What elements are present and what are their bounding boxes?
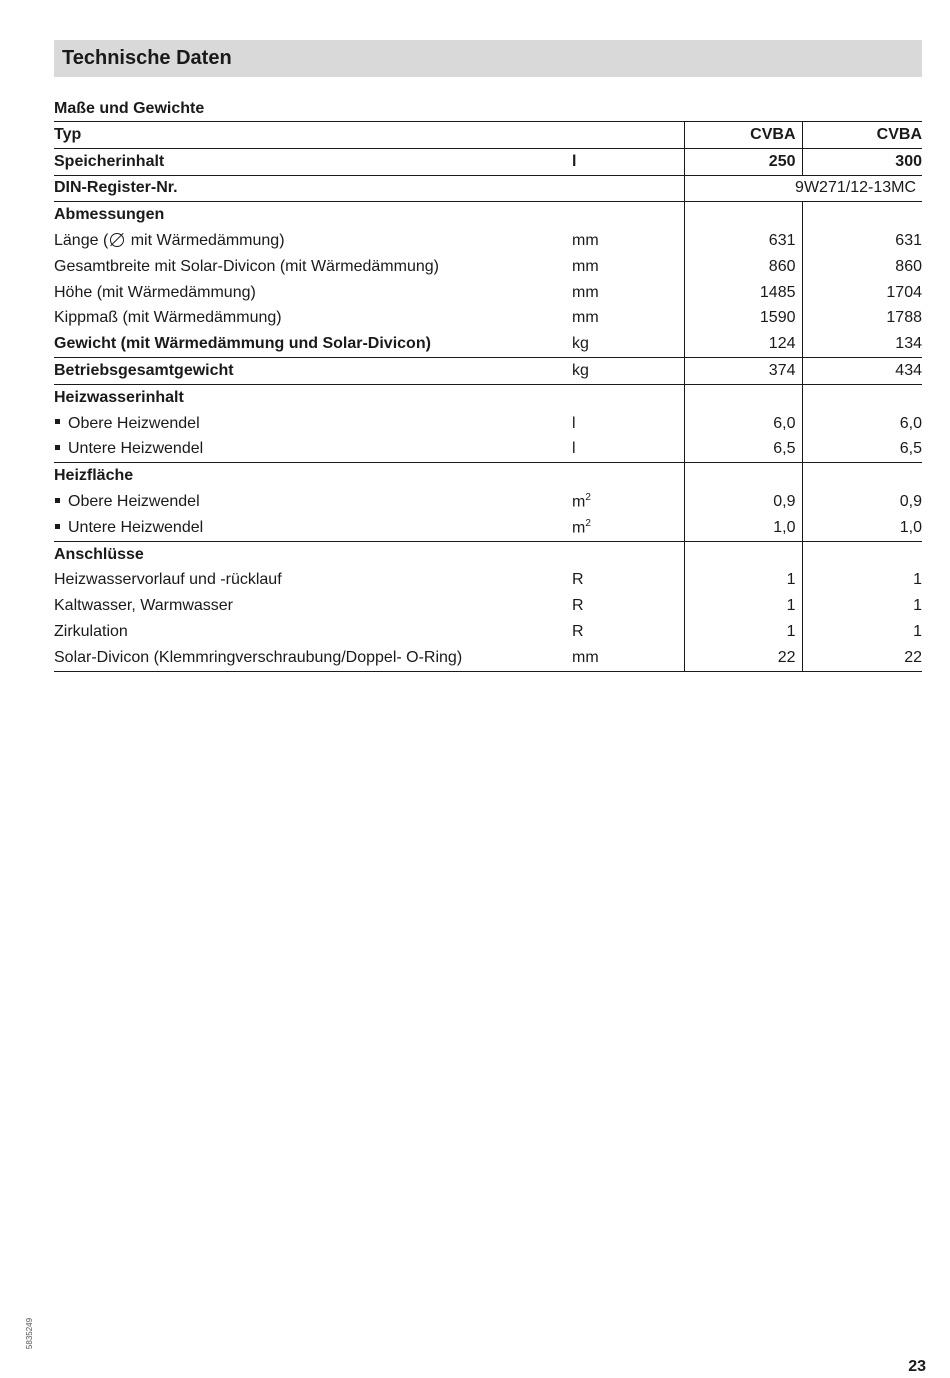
document-number: 5835249 — [25, 1317, 35, 1350]
row-value-1: 1485 — [684, 280, 802, 306]
section-title: Maße und Gewichte — [54, 100, 205, 117]
table-row-group — [54, 541, 922, 567]
table-row-kippmass — [54, 306, 922, 332]
row-value-2: 6,0 — [899, 414, 922, 432]
row-label: Gesamtbreite mit Solar-Divicon (mit Wärmedämmung) — [54, 257, 439, 275]
row-unit: mm — [572, 309, 599, 327]
page-title: Technische Daten — [62, 47, 232, 69]
row-value-2: 631 — [895, 232, 922, 250]
row-unit: kg — [572, 358, 684, 385]
table-row-laenge — [54, 228, 922, 254]
row-label: Zirkulation — [54, 623, 128, 641]
row-value-2: 0,9 — [899, 493, 922, 511]
row-value-1: 22 — [684, 645, 802, 671]
table-row-group — [54, 202, 922, 228]
table-row-hw-obere — [54, 411, 922, 437]
row-unit: mm — [572, 645, 684, 671]
row-value-2: 1,0 — [899, 518, 922, 536]
row-label: DIN-Register-Nr. — [54, 175, 572, 202]
row-value-1: 250 — [684, 148, 802, 175]
row-label: Typ — [54, 122, 572, 149]
row-value-2: 1 — [913, 571, 922, 589]
value-cvba-300: CVBA — [802, 122, 922, 149]
row-label: Heizwasservorlauf und -rücklauf — [54, 571, 282, 589]
page-header — [54, 40, 922, 77]
row-unit: l — [572, 148, 684, 175]
row-label: Solar-Divicon (Klemmringverschraubung/Doppel- O-Ring) — [54, 645, 572, 671]
row-unit: $m^2$ — [572, 518, 591, 537]
table-row-group — [54, 384, 922, 410]
row-label: Speicherinhalt — [54, 148, 572, 175]
row-label: Untere Heizwendel — [54, 437, 572, 463]
row-label: Obere Heizwendel — [54, 489, 572, 515]
row-value-2: 1704 — [886, 283, 922, 301]
row-unit: mm — [572, 257, 599, 275]
bullet-icon — [55, 524, 60, 529]
row-value-1: 860 — [684, 254, 802, 280]
table-row-vorlauf — [54, 568, 922, 594]
table-row-hoehe — [54, 280, 922, 306]
group-heading: Anschlüsse — [54, 541, 572, 567]
table-row-speicherinhalt — [54, 148, 922, 175]
table-row-typ — [54, 122, 922, 149]
row-label: Untere Heizwendel — [54, 515, 572, 541]
bullet-icon — [55, 419, 60, 424]
group-heading: Heizwasserinhalt — [54, 384, 572, 410]
value-cvba-250: CVBA — [684, 122, 802, 149]
row-value-1: 6,0 — [684, 411, 802, 437]
row-unit: l — [572, 414, 576, 432]
row-unit: l — [572, 440, 576, 458]
row-value-1: 631 — [684, 228, 802, 254]
row-unit: mm — [572, 283, 599, 301]
row-label: Obere Heizwendel — [54, 411, 572, 437]
table-row-zirkulation — [54, 619, 922, 645]
table-row-gewicht — [54, 331, 922, 357]
spec-table — [54, 121, 922, 672]
group-heading: Heizfläche — [54, 463, 572, 489]
row-label: Betriebsgesamtgewicht — [54, 358, 572, 385]
din-register-value: 9W271/12-13MC — [684, 175, 922, 202]
table-row-hw-untere — [54, 437, 922, 463]
page-number: 23 — [908, 1358, 926, 1375]
bullet-icon — [55, 498, 60, 503]
row-value-2: 1 — [913, 623, 922, 641]
row-value-1: 1 — [684, 568, 802, 594]
row-value-2: 300 — [802, 148, 922, 175]
row-value-2: 1 — [913, 597, 922, 615]
diameter-icon — [110, 233, 124, 247]
row-value-1: 1,0 — [684, 515, 802, 541]
table-row-din — [54, 175, 922, 202]
row-label: Kaltwasser, Warmwasser — [54, 597, 233, 615]
row-value-1: 1590 — [684, 306, 802, 332]
row-unit: kg — [572, 335, 589, 353]
table-row-hf-obere — [54, 489, 922, 515]
row-value-1: 124 — [684, 331, 802, 357]
table-row-group — [54, 463, 922, 489]
row-unit: mm — [572, 232, 599, 250]
row-label: Höhe (mit Wärmedämmung) — [54, 283, 256, 301]
table-row-breite — [54, 254, 922, 280]
row-value-1: 0,9 — [684, 489, 802, 515]
row-value-2: 134 — [895, 335, 922, 353]
bullet-icon — [55, 445, 60, 450]
row-value-2: 860 — [895, 257, 922, 275]
table-row-hf-untere — [54, 515, 922, 541]
row-unit: R — [572, 571, 584, 589]
row-unit: R — [572, 597, 584, 615]
row-label: Länge ( mit Wärmedämmung) — [54, 232, 285, 250]
row-value-1: 1 — [684, 593, 802, 619]
table-row-solar-divicon — [54, 645, 922, 671]
group-heading: Abmessungen — [54, 202, 572, 228]
row-label: Gewicht (mit Wärmedämmung und Solar-Divicon) — [54, 335, 431, 353]
row-value-2: 22 — [802, 645, 922, 671]
table-row-betriebsgewicht — [54, 358, 922, 385]
row-value-1: 1 — [684, 619, 802, 645]
row-value-2: 6,5 — [899, 440, 922, 458]
row-value-2: 434 — [802, 358, 922, 385]
row-label: Kippmaß (mit Wärmedämmung) — [54, 309, 282, 327]
table-row-kaltwasser — [54, 593, 922, 619]
row-unit: R — [572, 623, 584, 641]
row-unit: $m^2$ — [572, 492, 591, 511]
row-value-2: 1788 — [886, 309, 922, 327]
row-value-1: 6,5 — [684, 437, 802, 463]
row-value-1: 374 — [684, 358, 802, 385]
